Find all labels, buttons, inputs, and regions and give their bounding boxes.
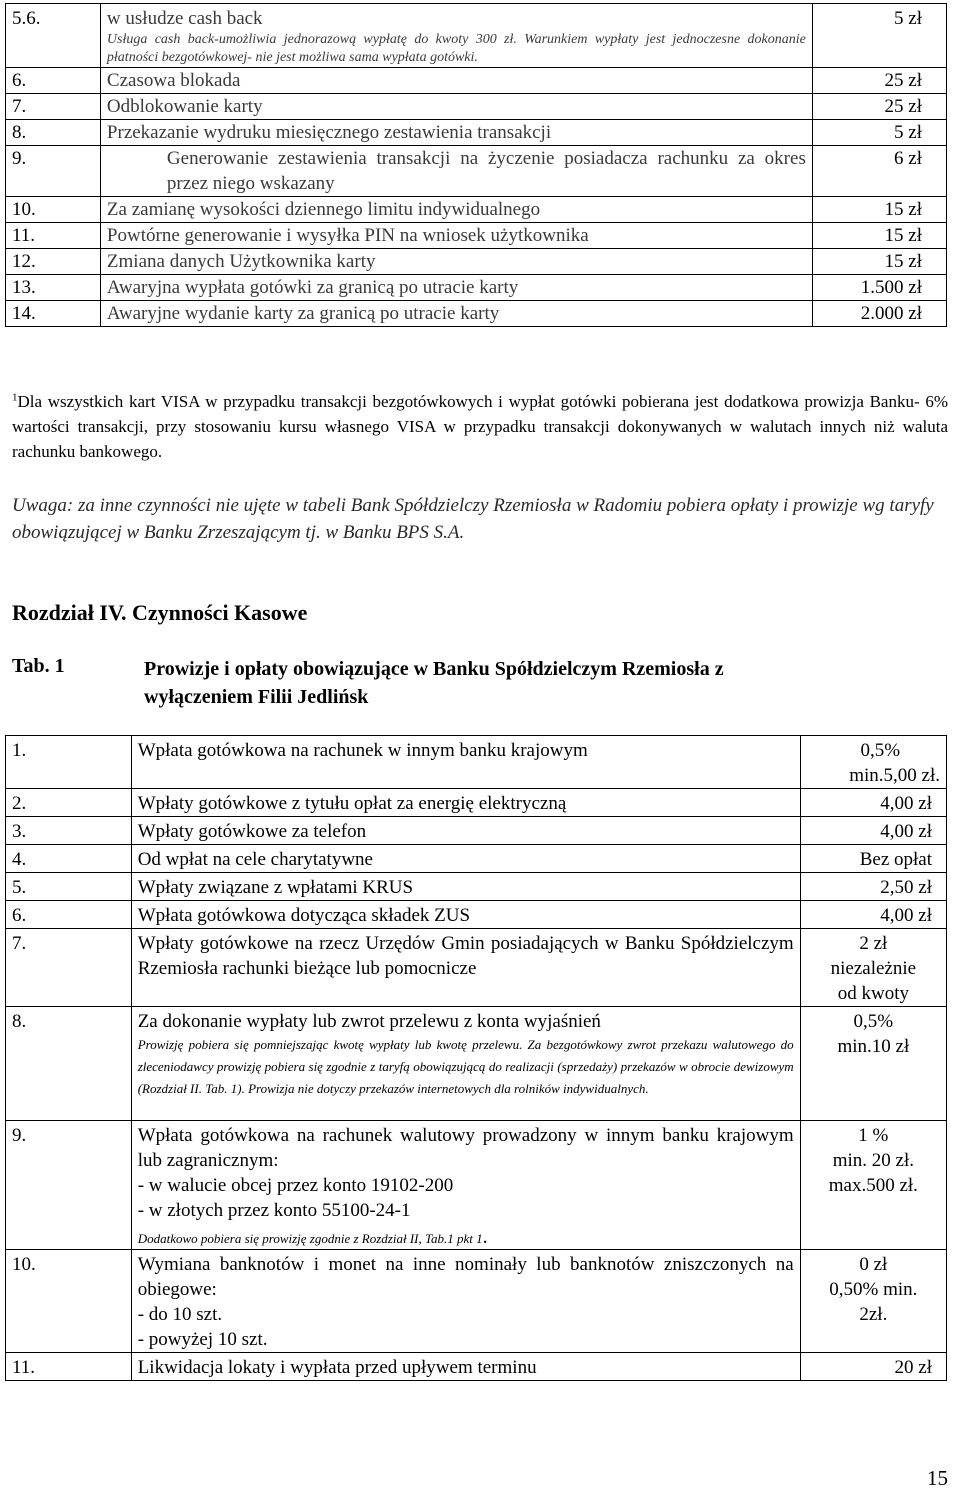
row-subnote-text: Dodatkowo pobiera się prowizję zgodnie z Rozdział II, Tab.1 pkt 1 — [137, 1231, 483, 1246]
row-description: Zmiana danych Użytkownika karty — [100, 249, 812, 275]
row-number: 11. — [6, 223, 101, 249]
footnote — [12, 389, 948, 464]
table-row — [6, 94, 947, 120]
table-row — [6, 901, 947, 929]
row-price: 2,50 zł — [800, 873, 946, 901]
table-row — [6, 120, 947, 146]
price-line: min.10 zł — [837, 1036, 910, 1057]
footnote-mark: 1 — [12, 391, 18, 404]
row-description: Likwidacja lokaty i wypłata przed upływem terminu — [131, 1353, 800, 1381]
row-title: Za dokonanie wypłaty lub zwrot przelewu z konta wyjaśnień — [137, 1011, 601, 1032]
row-description: Przekazanie wydruku miesięcznego zestawienia transakcji — [100, 120, 812, 146]
table-row — [6, 929, 947, 1007]
price-line: 1 % — [858, 1125, 889, 1146]
row-price: 4,00 zł — [800, 817, 946, 845]
row-description: Wpłaty gotówkowe za telefon — [131, 817, 800, 845]
table-row — [6, 197, 947, 223]
row-number: 4. — [6, 845, 132, 873]
row-description: Wpłaty związane z wpłatami KRUS — [131, 873, 800, 901]
row-description: Wpłaty gotówkowe na rzecz Urzędów Gmin posiadających w Banku Spółdzielczym Rzemiosła rachunki bieżące lub pomocnicze — [131, 929, 800, 1007]
table-row — [6, 873, 947, 901]
table-row — [6, 68, 947, 94]
row-number: 5. — [6, 873, 132, 901]
row-line: - w złotych przez konto 55100-24-1 — [137, 1200, 411, 1221]
price-line: 0,5% — [853, 1011, 894, 1032]
table-row — [6, 845, 947, 873]
table-row — [6, 4, 947, 68]
footnote-text: Dla wszystkich kart VISA w przypadku transakcji bezgotówkowych i wypłat gotówki pobierana jest dodatkowa prowizja Banku- 6% wartości transakcji, przy stosowaniu kursu własnego VISA w przypadku transakcji dokonywanych w walutach innych niż waluta rachunku bankowego. — [12, 392, 948, 461]
table-row — [6, 223, 947, 249]
row-subnote: Usługa cash back-umożliwia jednorazową wypłatę do kwoty 300 zł. Warunkiem wypłaty jest jednoczesne dokonanie płatności bezgotówkowej- nie jest możliwa sama wypłata gotówki. — [106, 32, 806, 65]
row-number: 8. — [6, 1007, 132, 1121]
table-row — [6, 146, 947, 197]
row-description: Wpłata gotówkowa dotycząca składek ZUS — [131, 901, 800, 929]
row-subnote: Prowizję pobiera się pomniejszając kwotę wypłaty lub kwotę przelewu. Za bezgotówkowy zwrot przekazu walutowego do zleceniodawcy prowizję pobiera się zgodnie z taryfą obowiązującą do realizacji (sprzedaży) przekazów w obrocie dewizowym (Rozdział II. Tab. 1). Prowizja nie dotyczy przekazów internetowych dla rolników indywidualnych. — [137, 1037, 794, 1096]
price-line: max.500 zł. — [828, 1175, 918, 1196]
row-price: 25 zł — [812, 94, 946, 120]
table-row — [6, 1121, 947, 1250]
row-description — [131, 1121, 800, 1250]
row-price: 5 zł — [812, 4, 946, 68]
price-line: 2 zł — [859, 933, 888, 954]
price-line: min. 20 zł. — [832, 1150, 914, 1171]
row-number: 5.6. — [6, 4, 101, 68]
row-description: Wpłata gotówkowa na rachunek w innym banku krajowym — [131, 736, 800, 789]
row-number: 7. — [6, 929, 132, 1007]
price-line: 2zł. — [859, 1304, 888, 1325]
row-number: 10. — [6, 1250, 132, 1353]
row-price — [800, 1121, 946, 1250]
row-price: 2.000 zł — [812, 301, 946, 327]
table-row — [6, 817, 947, 845]
table-row — [6, 301, 947, 327]
row-number: 3. — [6, 817, 132, 845]
row-price — [800, 1007, 946, 1121]
row-description — [131, 1250, 800, 1353]
row-description: Wpłaty gotówkowe z tytułu opłat za energię elektryczną — [131, 789, 800, 817]
table-title: Prowizje i opłaty obowiązujące w Banku Spółdzielczym Rzemiosła z wyłączeniem Filii Jedlińsk — [144, 658, 724, 708]
row-line: - do 10 szt. — [137, 1304, 223, 1325]
row-description: Awaryjne wydanie karty za granicą po utracie karty — [100, 301, 812, 327]
row-line: - w walucie obcej przez konto 19102-200 — [137, 1175, 454, 1196]
row-price: 15 zł — [812, 197, 946, 223]
fee-table-cash — [5, 735, 947, 1381]
row-number: 12. — [6, 249, 101, 275]
row-description — [100, 4, 812, 68]
table-row — [6, 736, 947, 789]
row-number: 9. — [6, 1121, 132, 1250]
row-price: 4,00 zł — [800, 901, 946, 929]
row-price: 1.500 zł — [812, 275, 946, 301]
row-number: 7. — [6, 94, 101, 120]
table-row — [6, 249, 947, 275]
row-description: Powtórne generowanie i wysyłka PIN na wniosek użytkownika — [100, 223, 812, 249]
price-line: 0,50% min. — [829, 1279, 918, 1300]
price-line: min.5,00 zł. — [849, 765, 940, 786]
row-price — [800, 1250, 946, 1353]
row-description: Awaryjna wypłata gotówki za granicą po utracie karty — [100, 275, 812, 301]
row-description: Odblokowanie karty — [100, 94, 812, 120]
row-number: 14. — [6, 301, 101, 327]
table-row — [6, 789, 947, 817]
table-label: Tab. 1 — [12, 655, 65, 677]
row-price — [800, 736, 946, 789]
price-line: 0,5% — [860, 740, 901, 761]
page-number: 15 — [927, 1466, 948, 1490]
row-line: - powyżej 10 szt. — [137, 1329, 268, 1350]
fee-table-cards — [5, 3, 947, 327]
row-number: 6. — [6, 901, 132, 929]
row-description: Za zamianę wysokości dziennego limitu indywidualnego — [100, 197, 812, 223]
row-number: 10. — [6, 197, 101, 223]
row-number: 6. — [6, 68, 101, 94]
row-number: 2. — [6, 789, 132, 817]
price-line: niezależnie — [830, 958, 917, 979]
table-row — [6, 275, 947, 301]
row-number: 9. — [6, 146, 101, 197]
table-row — [6, 1353, 947, 1381]
price-line: 0 zł — [859, 1254, 888, 1275]
row-price: 5 zł — [812, 120, 946, 146]
row-number: 8. — [6, 120, 101, 146]
row-title: w usłudze cash back — [106, 8, 263, 29]
row-price: 6 zł — [812, 146, 946, 197]
row-price: 4,00 zł — [800, 789, 946, 817]
row-price — [800, 929, 946, 1007]
row-price: 25 zł — [812, 68, 946, 94]
note-paragraph: Uwaga: za inne czynności nie ujęte w tabeli Bank Spółdzielczy Rzemiosła w Radomiu pobiera opłaty i prowizje wg taryfy obowiązującej w Banku Zrzeszającym tj. w Banku BPS S.A. — [12, 495, 934, 543]
row-number: 13. — [6, 275, 101, 301]
row-price: Bez opłat — [800, 845, 946, 873]
row-description: Generowanie zestawienia transakcji na życzenie posiadacza rachunku za okres przez niego wskazany — [100, 146, 812, 197]
row-description — [131, 1007, 800, 1121]
row-price: 15 zł — [812, 249, 946, 275]
row-price: 15 zł — [812, 223, 946, 249]
row-description: Od wpłat na cele charytatywne — [131, 845, 800, 873]
row-number: 1. — [6, 736, 132, 789]
price-line: od kwoty — [837, 983, 909, 1004]
table-row — [6, 1007, 947, 1121]
row-number: 11. — [6, 1353, 132, 1381]
row-description: Czasowa blokada — [100, 68, 812, 94]
row-title: Wymiana banknotów i monet na inne nominały lub banknotów zniszczonych na obiegowe: — [137, 1254, 794, 1300]
table-row — [6, 1250, 947, 1353]
row-subnote: Dodatkowo pobiera się prowizję zgodnie z Rozdział II, Tab.1 pkt 1. — [137, 1226, 488, 1248]
chapter-heading: Rozdział IV. Czynności Kasowe — [12, 600, 308, 625]
row-price: 20 zł — [800, 1353, 946, 1381]
row-title: Wpłata gotówkowa na rachunek walutowy prowadzony w innym banku krajowym lub zagranicznym: — [137, 1125, 794, 1171]
